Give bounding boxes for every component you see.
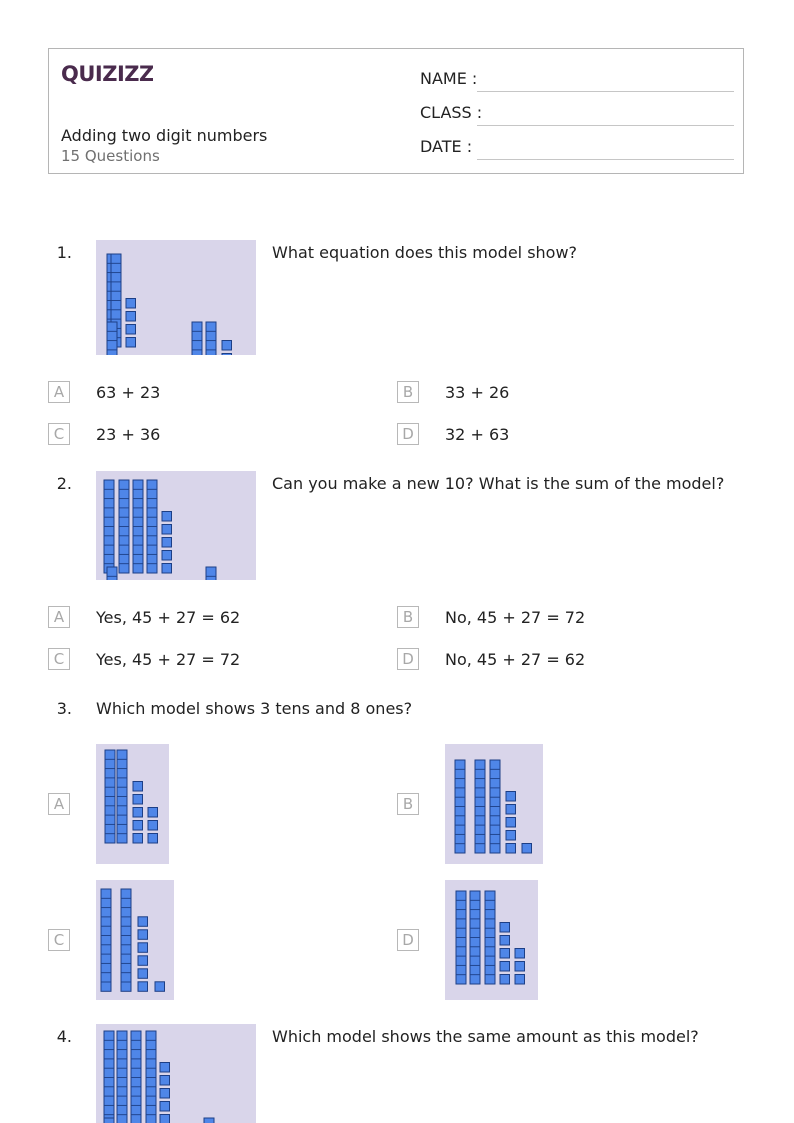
question-count: 15 Questions	[61, 147, 160, 165]
q1-option-c-text[interactable]: 23 + 36	[96, 425, 161, 444]
date-label: DATE :	[420, 137, 473, 156]
q2-option-c-text[interactable]: Yes, 45 + 27 = 72	[96, 650, 241, 669]
question-3-number: 3.	[56, 699, 72, 718]
date-line[interactable]	[477, 159, 734, 160]
question-1-number: 1.	[56, 243, 72, 262]
q2-option-d-box[interactable]: D	[397, 648, 419, 670]
name-line[interactable]	[477, 91, 734, 92]
q1-option-a-box[interactable]: A	[48, 381, 70, 403]
question-2-base-ten-model	[96, 471, 256, 580]
q2-option-a-box[interactable]: A	[48, 606, 70, 628]
class-label: CLASS :	[420, 103, 483, 122]
question-4-number: 4.	[56, 1027, 72, 1046]
q3-option-c-box[interactable]: C	[48, 929, 70, 951]
q1-option-d-box[interactable]: D	[397, 423, 419, 445]
q3-option-a-box[interactable]: A	[48, 793, 70, 815]
q3-option-d-model[interactable]	[445, 880, 538, 1000]
q1-option-a-text[interactable]: 63 + 23	[96, 383, 161, 402]
q1-option-c-box[interactable]: C	[48, 423, 70, 445]
question-4-text: Which model shows the same amount as this model?	[272, 1027, 699, 1046]
q1-option-d-text[interactable]: 32 + 63	[445, 425, 510, 444]
q2-option-b-box[interactable]: B	[397, 606, 419, 628]
q2-option-b-text[interactable]: No, 45 + 27 = 72	[445, 608, 586, 627]
question-1-base-ten-model	[96, 240, 256, 355]
date-field[interactable]	[420, 137, 734, 161]
question-2-number: 2.	[56, 474, 72, 493]
q1-option-b-text[interactable]: 33 + 26	[445, 383, 510, 402]
q2-option-a-text[interactable]: Yes, 45 + 27 = 62	[96, 608, 241, 627]
question-2-text: Can you make a new 10? What is the sum of the model?	[272, 474, 725, 493]
q3-option-b-box[interactable]: B	[397, 793, 419, 815]
q3-option-a-model[interactable]	[96, 744, 169, 864]
name-label: NAME :	[420, 69, 478, 88]
quizizz-logo	[61, 59, 153, 91]
class-line[interactable]	[477, 125, 734, 126]
name-field[interactable]	[420, 69, 734, 93]
q1-option-b-box[interactable]: B	[397, 381, 419, 403]
q3-option-b-model[interactable]	[445, 744, 543, 864]
class-field[interactable]	[420, 103, 734, 127]
svg-text:QUIZIZZ: QUIZIZZ	[61, 62, 153, 86]
q3-option-d-box[interactable]: D	[397, 929, 419, 951]
question-1-text: What equation does this model show?	[272, 243, 578, 262]
q3-option-c-model[interactable]	[96, 880, 174, 1000]
question-4-base-ten-model	[96, 1024, 256, 1123]
question-3-text: Which model shows 3 tens and 8 ones?	[96, 699, 413, 718]
worksheet-title: Adding two digit numbers	[61, 126, 268, 145]
q2-option-d-text[interactable]: No, 45 + 27 = 62	[445, 650, 586, 669]
q2-option-c-box[interactable]: C	[48, 648, 70, 670]
worksheet-header	[48, 48, 744, 174]
